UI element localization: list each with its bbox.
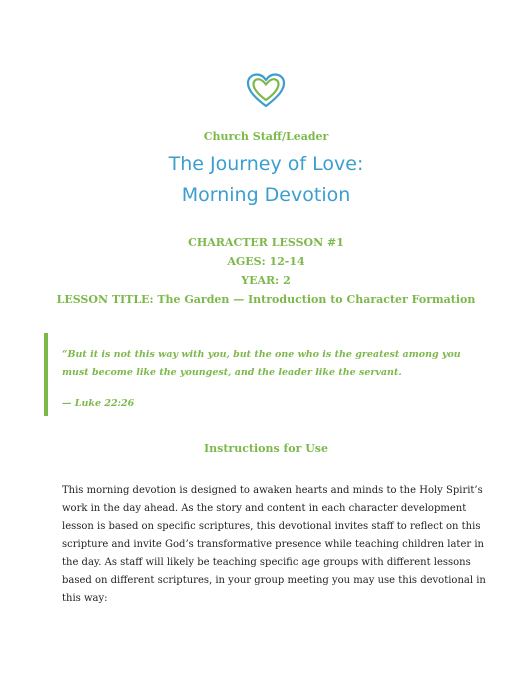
- scripture-citation: — Luke 22:26: [62, 398, 135, 409]
- lesson-title-label: LESSON TITLE: The Garden — Introduction to Character Formation: [56, 293, 476, 306]
- character-lesson-label: CHARACTER LESSON #1: [188, 236, 344, 249]
- page-title-line1: The Journey of Love:: [168, 153, 364, 175]
- audience-label: Church Staff/Leader: [203, 130, 329, 143]
- instructions-paragraph: This morning devotion is designed to awaken hearts and minds to the Holy Spirit’s work in the day ahead. As the story and content in each character development lesson is based on specific scriptures, this devotional invites staff to reflect on this scripture and invite God’s transformative presence while teaching children later in the day. As staff will likely be teaching specific age groups with different lessons based on different scriptures, in your group meeting you may use this devotional in this way:: [62, 485, 486, 604]
- scripture-quote: “But it is not this way with you, but the one who is the greatest among you must become like the youngest, and the leader like the servant.: [62, 349, 461, 378]
- year-label: YEAR: 2: [241, 274, 291, 287]
- page-title-line2: Morning Devotion: [181, 184, 351, 206]
- ages-label: AGES: 12-14: [227, 255, 305, 268]
- instructions-heading: Instructions for Use: [203, 442, 328, 455]
- double-heart-icon: [246, 73, 286, 109]
- quote-accent-bar: [44, 333, 48, 416]
